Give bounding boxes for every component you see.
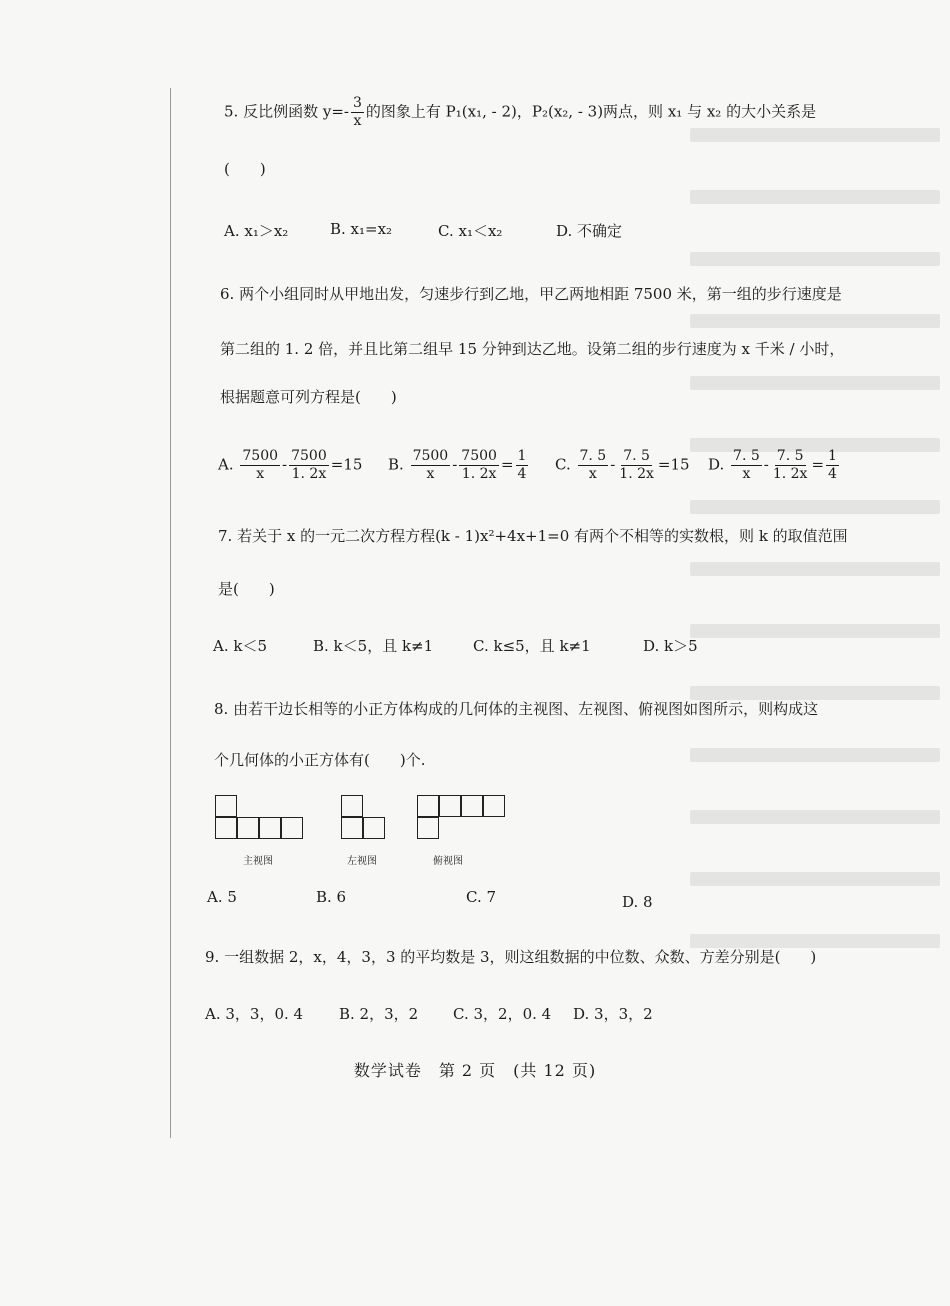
q9-option-a: A. 3，3，0. 4: [205, 1005, 304, 1023]
q5-prefix: 5. 反比例函数 y=-: [224, 102, 349, 121]
q6-option-b: B. $\frac{7500}{x}$ - $\frac{7500}{1. 2x}$ = $\frac{1}{4}$: [388, 448, 527, 482]
q6-option-c: C. $\frac{7. 5}{x}$ - $\frac{7. 5}{1. 2x}$ =15: [555, 448, 690, 482]
q6-option-a: A. $\frac{7500}{x}$ - $\frac{7500}{1. 2x}$ =15: [218, 448, 363, 482]
margin-line: [170, 88, 171, 1138]
q9-option-d: D. 3，3，2: [573, 1005, 653, 1023]
q8-option-d: D. 8: [622, 893, 653, 911]
q5-suffix: 的图象上有 P₁(x₁, - 2)，P₂(x₂, - 3)两点，则 x₁ 与 x₂ 的大小关系是: [365, 102, 817, 121]
q9-line-1: 9. 一组数据 2，x，4，3，3 的平均数是 3，则这组数据的中位数、众数、方差分别是( ): [205, 948, 817, 966]
top-view-label: 俯视图: [433, 856, 463, 867]
left-view-label: 左视图: [347, 856, 377, 867]
q6-line-3: 根据题意可列方程是( ): [220, 388, 397, 406]
q6-line-2: 第二组的 1. 2 倍，并且比第二组早 15 分钟到达乙地。设第二组的步行速度为 x 千米 / 小时，: [220, 340, 845, 358]
q8-option-c: C. 7: [466, 888, 497, 906]
q6-option-d: D. $\frac{7. 5}{x}$ - $\frac{7. 5}{1. 2x}$ = $\frac{1}{4}$: [708, 448, 837, 482]
q5-option-d: D. 不确定: [556, 222, 623, 240]
q8-option-a: A. 5: [207, 888, 237, 906]
q9-option-c: C. 3，2，0. 4: [453, 1005, 552, 1023]
q5-option-a: A. x₁＞x₂: [224, 222, 289, 240]
q7-option-d: D. k＞5: [643, 637, 698, 655]
page-footer: 数学试卷 第 2 页 (共 12 页): [353, 1061, 597, 1080]
q8-line-1: 8. 由若干边长相等的小正方体构成的几何体的主视图、左视图、俯视图如图所示，则构成这: [214, 700, 819, 718]
q7-line-1: 7. 若关于 x 的一元二次方程方程(k - 1)x²+4x+1=0 有两个不相等的实数根，则 k 的取值范围: [218, 527, 848, 545]
q6-line-1: 6. 两个小组同时从甲地出发，匀速步行到乙地，甲乙两地相距 7500 米，第一组的步行速度是: [220, 285, 842, 303]
q7-option-b: B. k＜5，且 k≠1: [313, 637, 434, 655]
q9-option-b: B. 2，3，2: [339, 1005, 419, 1023]
q8-option-b: B. 6: [316, 888, 347, 906]
q5-blank: ( ): [224, 160, 266, 178]
q5-option-b: B. x₁=x₂: [330, 220, 393, 238]
q7-option-c: C. k≤5，且 k≠1: [473, 637, 591, 655]
q5-option-c: C. x₁＜x₂: [438, 222, 503, 240]
q7-line-2: 是( ): [218, 580, 275, 598]
q7-option-a: A. k＜5: [213, 637, 268, 655]
q8-line-2: 个几何体的小正方体有( )个.: [214, 751, 426, 769]
front-view-label: 主视图: [243, 856, 273, 867]
question-5: [224, 95, 816, 130]
q5-fraction: $\frac{3}{x}$: [352, 95, 362, 129]
